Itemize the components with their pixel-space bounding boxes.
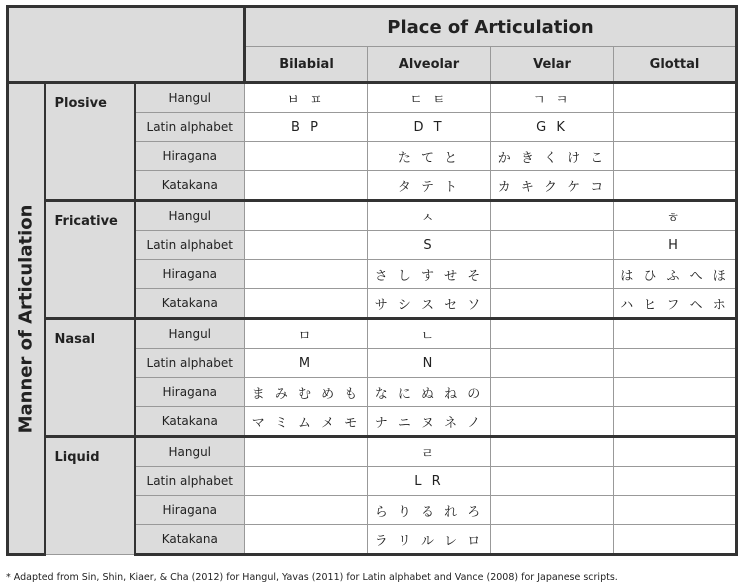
articulation-table-container — [6, 5, 738, 556]
table-cell: L R — [368, 467, 491, 496]
table-cell — [245, 231, 368, 260]
script-label: Katakana — [135, 171, 245, 201]
table-cell — [491, 437, 614, 467]
script-label: Hiragana — [135, 496, 245, 525]
table-cell: D T — [368, 113, 491, 142]
table-cell — [245, 525, 368, 555]
script-label: Hiragana — [135, 378, 245, 407]
script-label: Katakana — [135, 289, 245, 319]
table-cell — [245, 437, 368, 467]
table-cell — [614, 378, 737, 407]
column-header-alveolar: Alveolar — [368, 47, 491, 83]
table-cell — [245, 201, 368, 231]
table-cell: ㅅ — [368, 201, 491, 231]
table-cell: H — [614, 231, 737, 260]
script-label: Latin alphabet — [135, 113, 245, 142]
table-row — [8, 319, 737, 349]
table-cell: た て と — [368, 142, 491, 171]
table-cell — [491, 260, 614, 289]
table-cell — [491, 349, 614, 378]
table-cell — [614, 83, 737, 113]
place-of-articulation-title: Place of Articulation — [245, 7, 737, 47]
table-cell: さ し す せ そ — [368, 260, 491, 289]
table-cell: ㄱ ㅋ — [491, 83, 614, 113]
table-cell — [491, 289, 614, 319]
script-label: Latin alphabet — [135, 349, 245, 378]
manner-group-label: Plosive — [54, 96, 107, 111]
manner-group-label: Liquid — [54, 450, 100, 465]
table-cell — [491, 525, 614, 555]
table-cell: N — [368, 349, 491, 378]
script-label: Hangul — [135, 437, 245, 467]
manner-group-plosive — [45, 83, 135, 201]
table-cell — [614, 496, 737, 525]
table-cell — [245, 260, 368, 289]
articulation-table — [6, 5, 738, 556]
table-cell — [614, 171, 737, 201]
table-cell: S — [368, 231, 491, 260]
script-label: Hangul — [135, 319, 245, 349]
table-cell — [614, 113, 737, 142]
manner-group-label: Fricative — [54, 214, 118, 229]
table-cell — [491, 496, 614, 525]
script-label: Hiragana — [135, 260, 245, 289]
table-cell: ㅂ ㅍ — [245, 83, 368, 113]
table-cell — [245, 496, 368, 525]
script-label: Latin alphabet — [135, 231, 245, 260]
table-cell: ㅎ — [614, 201, 737, 231]
script-label: Latin alphabet — [135, 467, 245, 496]
table-cell — [491, 231, 614, 260]
table-cell: か き く け こ — [491, 142, 614, 171]
table-cell: ナ ニ ヌ ネ ノ — [368, 407, 491, 437]
table-cell: ま み む め も — [245, 378, 368, 407]
table-cell: は ひ ふ へ ほ — [614, 260, 737, 289]
table-cell: M — [245, 349, 368, 378]
table-cell: カ キ ク ケ コ — [491, 171, 614, 201]
script-label: Hiragana — [135, 142, 245, 171]
table-cell — [614, 407, 737, 437]
table-cell — [491, 319, 614, 349]
column-header-bilabial: Bilabial — [245, 47, 368, 83]
table-row — [8, 437, 737, 467]
table-cell — [491, 201, 614, 231]
manner-group-nasal — [45, 319, 135, 437]
table-cell — [614, 437, 737, 467]
column-header-glottal: Glottal — [614, 47, 737, 83]
column-header-velar: Velar — [491, 47, 614, 83]
script-label: Katakana — [135, 407, 245, 437]
script-label: Hangul — [135, 83, 245, 113]
table-cell: な に ぬ ね の — [368, 378, 491, 407]
footnote: * Adapted from Sin, Shin, Kiaer, & Cha (2012) for Hangul, Yavas (2011) for Latin alphabet and Vance (2008) for Japanese scripts. — [6, 572, 618, 583]
table-cell — [245, 289, 368, 319]
table-cell — [614, 319, 737, 349]
table-cell: ラ リ ル レ ロ — [368, 525, 491, 555]
table-cell — [614, 525, 737, 555]
table-cell: ㄹ — [368, 437, 491, 467]
table-cell: タ テ ト — [368, 171, 491, 201]
manner-group-fricative — [45, 201, 135, 319]
table-cell: ㅁ — [245, 319, 368, 349]
table-cell — [491, 407, 614, 437]
table-cell: ら り る れ ろ — [368, 496, 491, 525]
table-cell — [614, 467, 737, 496]
table-cell: ハ ヒ フ ヘ ホ — [614, 289, 737, 319]
table-cell: ㄴ — [368, 319, 491, 349]
table-cell — [491, 378, 614, 407]
table-corner — [8, 7, 245, 83]
table-row — [8, 83, 737, 113]
table-row — [8, 201, 737, 231]
table-cell — [245, 467, 368, 496]
table-cell — [245, 171, 368, 201]
manner-group-label: Nasal — [54, 332, 96, 347]
script-label: Katakana — [135, 525, 245, 555]
table-cell — [614, 142, 737, 171]
script-label: Hangul — [135, 201, 245, 231]
table-cell: サ シ ス セ ソ — [368, 289, 491, 319]
table-cell: ㄷ ㅌ — [368, 83, 491, 113]
manner-group-liquid — [45, 437, 135, 555]
table-cell — [245, 142, 368, 171]
manner-title-text: Manner of Articulation — [15, 204, 37, 433]
table-cell: G K — [491, 113, 614, 142]
manner-of-articulation-title — [8, 83, 45, 555]
table-cell — [614, 349, 737, 378]
table-cell: B P — [245, 113, 368, 142]
table-cell — [491, 467, 614, 496]
table-cell: マ ミ ム メ モ — [245, 407, 368, 437]
